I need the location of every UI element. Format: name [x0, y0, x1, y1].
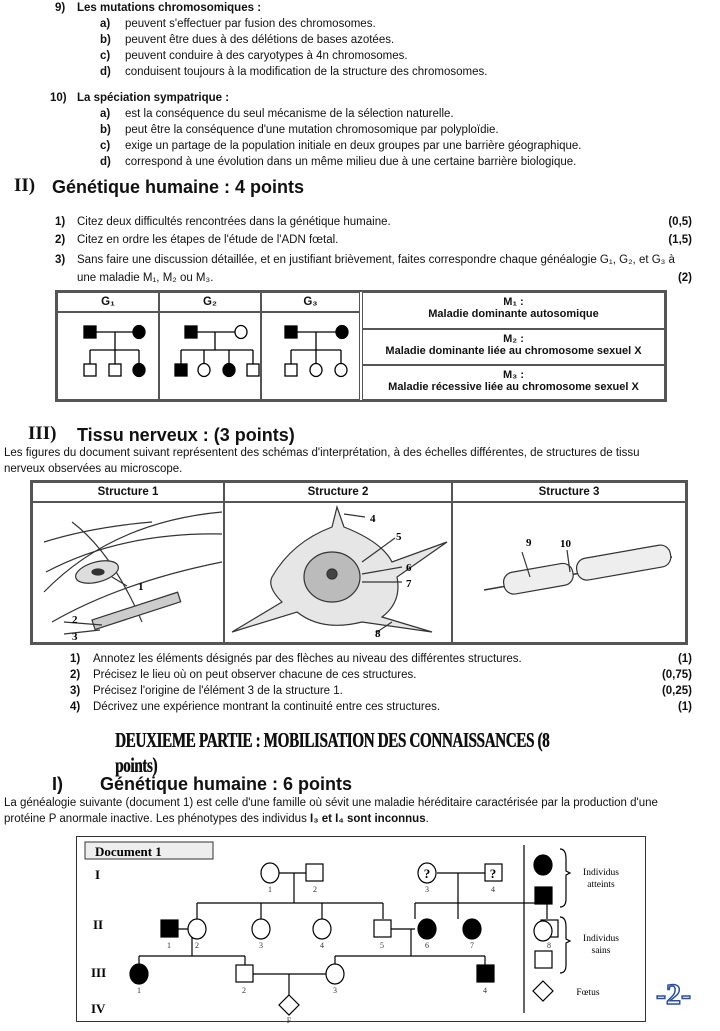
m1-key: M₁ : [503, 296, 524, 308]
question-number: 2) [55, 234, 66, 246]
option-text: est la conséquence du seul mécanisme de la sélection naturelle. [125, 108, 454, 120]
label-7: 7 [406, 578, 412, 590]
question-points: (1) [677, 701, 692, 713]
ii5-label: 5 [380, 941, 384, 950]
ii2-label: 2 [195, 941, 199, 950]
part2-section-title: Génétique humaine : 6 points [100, 774, 353, 794]
question-text: Décrivez une expérience montrant la continuité entre ces structures. [93, 701, 441, 713]
question-number: 3) [55, 254, 66, 266]
iii3-label: 3 [333, 986, 337, 995]
iii2-label: 2 [242, 986, 246, 995]
ii6-label: 6 [425, 941, 429, 950]
gen-I: I [95, 867, 101, 882]
option-letter: d) [100, 156, 111, 168]
option-text: peuvent être dues à des délétions de bases azotées. [125, 34, 395, 46]
question-text: Précisez l'origine de l'élément 3 de la structure 1. [93, 685, 343, 697]
gen-III: III [91, 965, 107, 980]
legend-healthy-1: Individus [583, 934, 619, 944]
g1-header: G₁ [57, 292, 159, 312]
question-number: 4) [70, 701, 81, 713]
option-letter: a) [100, 18, 111, 30]
m2-key: M₂ : [503, 333, 524, 345]
section3-intro-line1: Les figures du document suivant représentent des schémas d'interprétation, à des échelles différentes, de structures de tissu [4, 447, 640, 459]
question-number: 1) [55, 216, 66, 228]
option-text: correspond à une évolution dans un même milieu due à une certaine barrière biologique. [125, 156, 577, 168]
part2-intro-line2 [4, 813, 429, 825]
section3-title: Tissu nerveux : (3 points) [77, 425, 295, 445]
m3-value: Maladie récessive liée au chromosome sexuel X [388, 381, 639, 393]
structure-drawings [32, 482, 686, 643]
option-letter: a) [100, 108, 111, 120]
i2-label: 2 [313, 885, 317, 894]
i4-label: 4 [491, 885, 495, 894]
m2-cell [362, 329, 665, 365]
gen-II: II [93, 917, 104, 932]
question-points: (0,75) [661, 669, 692, 681]
question-text: Citez deux difficultés rencontrées dans la génétique humaine. [77, 216, 391, 228]
label-5: 5 [396, 531, 402, 543]
option-letter: c) [100, 140, 111, 152]
option-text: conduisent toujours à la modification de la structure des chromosomes. [125, 66, 488, 78]
intro-end: . [425, 813, 429, 825]
structure1-header: Structure 1 [32, 482, 224, 502]
question-number: 1) [70, 653, 81, 665]
legend-healthy-2: sains [591, 946, 611, 956]
label-1: 1 [138, 581, 144, 593]
option-text: exige un partage de la population initiale en deux groupes par une barrière géographique. [125, 140, 582, 152]
intro-bold: I₃ et I₄ sont inconnus [310, 813, 426, 825]
small-pedigrees [57, 292, 360, 400]
structure3-header: Structure 3 [452, 482, 686, 502]
question-points: (1,5) [668, 234, 692, 246]
option-letter: b) [100, 124, 111, 136]
label-3: 3 [72, 631, 78, 643]
unknown-mark-i4: ? [489, 866, 497, 881]
m3-key: M₃ : [503, 369, 524, 381]
section3-intro-line2: nerveux observées au microscope. [4, 463, 183, 475]
question-points: (1) [677, 653, 692, 665]
question-number: 3) [70, 685, 81, 697]
m2-value: Maladie dominante liée au chromosome sexuel X [385, 345, 642, 357]
label-4: 4 [370, 513, 376, 525]
question-text: Sans faire une discussion détaillée, et en justifiant brièvement, faites correspondre chaque généalogie G₁, G₂, et G₃ à [77, 254, 675, 266]
question-points: (0,5) [668, 216, 692, 228]
g2-header: G₂ [159, 292, 261, 312]
m1-cell [362, 292, 665, 329]
option-text: peuvent conduire à des caryotypes à 4n chromosomes. [125, 50, 408, 62]
q10-title: La spéciation sympatrique : [77, 92, 230, 104]
legend-fetus: Fœtus [576, 988, 600, 998]
option-letter: d) [100, 66, 111, 78]
question-points: (0,25) [661, 685, 692, 697]
document1-title: Document 1 [95, 844, 162, 859]
structures-table [30, 480, 688, 645]
question-text-cont: une maladie M₁, M₂ ou M₃. [77, 272, 214, 284]
part2-title: DEUXIEME PARTIE : MOBILISATION DES CONNAISSANCES (8 points) [115, 728, 550, 777]
document1-pedigree [77, 837, 644, 1025]
question-number: 2) [70, 669, 81, 681]
q9-title: Les mutations chromosomiques : [77, 2, 262, 14]
section3-number: III) [28, 423, 57, 444]
section2-number: II) [14, 175, 36, 196]
label-8: 8 [375, 628, 381, 640]
label-10: 10 [560, 538, 571, 550]
document1-box [76, 836, 646, 1025]
option-text: peut être la conséquence d'une mutation chromosomique par polyploïdie. [125, 124, 499, 136]
question-text: Annotez les éléments désignés par des flèches au niveau des différentes structures. [93, 653, 522, 665]
q10-number: 10) [50, 92, 67, 104]
label-6: 6 [406, 562, 412, 574]
intro-text: protéine P anormale inactive. Les phénotypes des individus [4, 813, 311, 825]
fetus-label: F [286, 1016, 292, 1025]
structure2-header: Structure 2 [224, 482, 452, 502]
part2-section-number: I) [52, 774, 63, 794]
page-number: -2- [656, 978, 691, 1011]
option-text: peuvent s'effectuer par fusion des chromosomes. [125, 18, 376, 30]
label-9: 9 [526, 537, 532, 549]
ii4-label: 4 [320, 941, 324, 950]
q9-number: 9) [55, 2, 66, 14]
ii8-label: 8 [547, 941, 551, 950]
iii1-label: 1 [137, 986, 141, 995]
m3-cell [362, 365, 665, 400]
question-points: (2) [677, 272, 692, 284]
option-letter: c) [100, 50, 111, 62]
gen-IV: IV [91, 1001, 106, 1016]
ii1-label: 1 [167, 941, 171, 950]
ii7-label: 7 [470, 941, 474, 950]
question-text: Citez en ordre les étapes de l'étude de l'ADN fœtal. [77, 234, 339, 246]
option-letter: b) [100, 34, 111, 46]
legend-affected-1: Individus [583, 868, 619, 878]
legend-affected-2: atteints [587, 880, 615, 890]
m1-value: Maladie dominante autosomique [428, 308, 599, 320]
section2-title: Génétique humaine : 4 points [52, 177, 305, 197]
g3-header: G₃ [261, 292, 360, 312]
genealogy-table [55, 290, 667, 402]
iii4-label: 4 [483, 986, 487, 995]
unknown-mark-i3: ? [423, 866, 431, 881]
label-2: 2 [72, 614, 78, 626]
ii3-label: 3 [259, 941, 263, 950]
question-text: Précisez le lieu où on peut observer chacune de ces structures. [93, 669, 417, 681]
i3-label: 3 [425, 885, 429, 894]
part2-intro-line1: La généalogie suivante (document 1) est celle d'une famille où sévit une maladie héréditaire caractérisée par la production d'une [4, 797, 658, 809]
i1-label: 1 [268, 885, 272, 894]
